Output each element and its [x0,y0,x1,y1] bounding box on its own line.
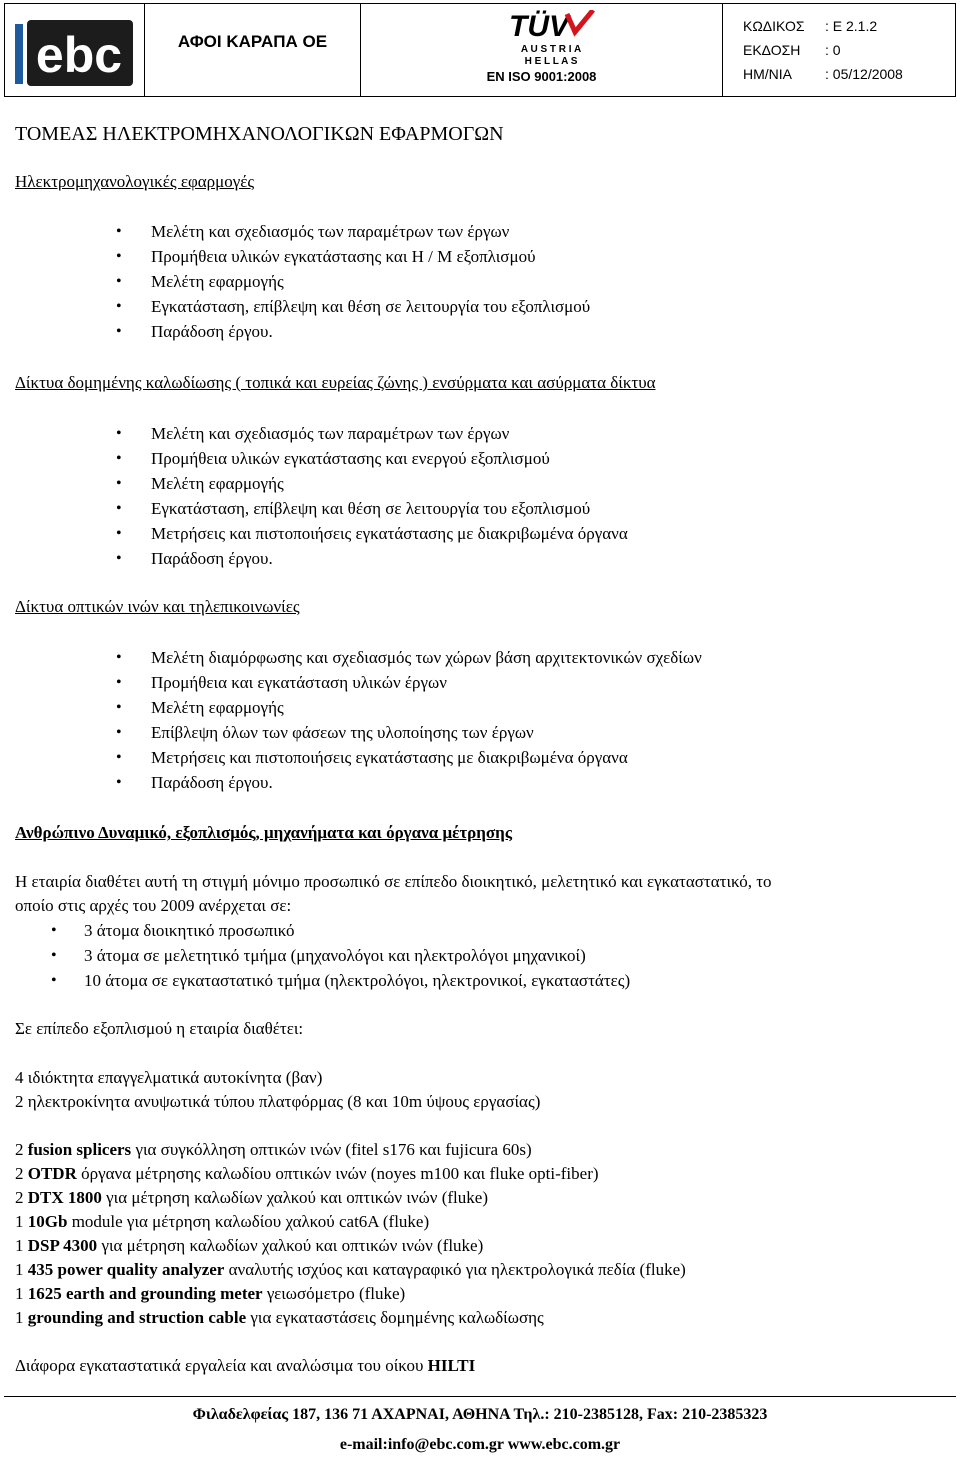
instrument-desc: module για μέτρηση καλωδίου χαλκού cat6A (fluke) [67,1212,430,1231]
list-item: • Παράδοση έργου. [151,546,628,571]
footer-address: Φιλαδελφείας 187, 136 71 ΑΧΑΡΝΑΙ, ΑΘΗΝΑ Τηλ.: 210-2385128, Fax: 210-2385323 [192,1406,768,1423]
page-title: ΤΟΜΕΑΣ ΗΛΕΚΤΡΟΜΗΧΑΝΟΛΟΓΙΚΩΝ ΕΦΑΡΜΟΓΩΝ [15,123,504,145]
list-item: • Εγκατάσταση, επίβλεψη και θέση σε λειτουργία του εξοπλισμού [151,496,628,521]
instrument-desc: όργανα μέτρησης καλωδίου οπτικών ινών (noyes m100 και fluke opti-fiber) [76,1164,599,1183]
list-item: • Μετρήσεις και πιστοποιήσεις εγκατάστασης με διακριβωμένα όργανα [151,521,628,546]
instrument-qty: 2 [15,1188,28,1207]
instrument-name: 1625 earth and grounding meter [27,1284,263,1303]
instrument-qty: 1 [15,1236,28,1255]
instrument-qty: 1 [15,1284,28,1303]
certification-cell [361,4,723,96]
tuv-logo [509,10,599,66]
instrument-qty: 1 [15,1212,28,1231]
staff-list [84,918,630,993]
instrument-line [15,1186,488,1210]
date-label: ΗΜ/ΝΙΑ [743,66,792,82]
tuv-hellas: H E L L A S [524,56,578,66]
list-item: • Παράδοση έργου. [151,319,590,344]
staff-item: • 3 άτομα σε μελετητικό τμήμα (μηχανολόγοι και ηλεκτρολόγοι μηχανικοί) [84,943,630,968]
instrument-qty: 1 [15,1308,28,1327]
instrument-line [15,1210,429,1234]
list-item: • Μελέτη διαμόρφωσης και σχεδιασμός των χώρων βάση αρχιτεκτονικών σχεδίων [151,645,702,670]
instrument-qty: 1 [15,1260,28,1279]
logo-cell [5,4,145,96]
instrument-name: 435 power quality analyzer [27,1260,225,1279]
vehicle-line: 4 ιδιόκτητα επαγγελματικά αυτοκίνητα (βαν) [15,1068,323,1087]
list-item: • Μελέτη εφαρμογής [151,471,628,496]
instrument-name: OTDR [27,1164,77,1183]
section-title-electromechanical: Ηλεκτρομηχανολογικές εφαρμογές [15,172,255,191]
tools-brand: HILTI [427,1356,476,1375]
iso-standard: EN ISO 9001:2008 [486,69,597,84]
resources-intro-line-2: οποίο στις αρχές του 2009 ανέρχεται σε: [15,896,292,915]
instrument-desc: για εγκαταστάσεις δομημένης καλωδίωσης [246,1308,544,1327]
instrument-line [15,1138,532,1162]
tools-line [15,1354,475,1378]
list-item: • Μελέτη εφαρμογής [151,695,702,720]
vehicle-line: 2 ηλεκτροκίνητα ανυψωτικά τύπου πλατφόρμας (8 και 10m ύψους εργασίας) [15,1092,541,1111]
list-item: • Προμήθεια και εγκατάσταση υλικών έργων [151,670,702,695]
list-item: • Προμήθεια υλικών εγκατάστασης και ενεργού εξοπλισμού [151,446,628,471]
instrument-line [15,1306,544,1330]
tuv-check-icon [567,10,593,32]
edition-label: ΕΚΔΟΣΗ [743,42,801,58]
resources-intro-line-1: Η εταιρία διαθέτει αυτή τη στιγμή μόνιμο προσωπικό σε επίπεδο διοικητικό, μελετητικό και εγκαταστατικό, το [15,872,772,891]
instrument-name: DSP 4300 [27,1236,98,1255]
instrument-name: grounding and struction cable [27,1308,247,1327]
company-cell [145,4,361,96]
instrument-name: fusion splicers [27,1140,132,1159]
list-item: • Παράδοση έργου. [151,770,702,795]
logo-text: ebc [35,27,123,83]
list-item: • Εγκατάσταση, επίβλεψη και θέση σε λειτουργία του εξοπλισμού [151,294,590,319]
section-list-electromechanical [151,219,590,344]
company-name: ΑΦΟΙ ΚΑΡΑΠΑ ΟΕ [177,32,328,51]
ebc-logo [13,10,137,90]
instrument-line [15,1258,686,1282]
instrument-qty: 2 [15,1140,28,1159]
staff-item: • 10 άτομα σε εγκαταστατικό τμήμα (ηλεκτρολόγοι, ηλεκτρονικοί, εγκαταστάτες) [84,968,630,993]
tools-text: Διάφορα εγκαταστατικά εργαλεία και αναλώσιμα του οίκου [15,1356,428,1375]
footer-contact: e-mail:info@ebc.com.gr www.ebc.com.gr [339,1436,621,1453]
instrument-desc: αναλυτής ισχύος και καταγραφικό για ηλεκτρολογικά πεδία (fluke) [224,1260,686,1279]
list-item: • Μελέτη και σχεδιασμός των παραμέτρων των έργων [151,219,590,244]
code-value: : Ε 2.1.2 [825,18,878,34]
instrument-line [15,1234,483,1258]
instrument-name: DTX 1800 [27,1188,102,1207]
footer-divider [4,1396,956,1397]
tuv-austria: A U S T R I A [520,44,582,55]
edition-value: : 0 [825,42,841,58]
resources-title: Ανθρώπινο Δυναμικό, εξοπλισμός, μηχανήματα και όργανα μέτρησης [15,823,513,842]
list-item: • Μελέτη εφαρμογής [151,269,590,294]
edition-row [743,42,841,58]
list-item: • Προμήθεια υλικών εγκατάστασης και Η / Μ εξοπλισμού [151,244,590,269]
section-list-structured-cabling [151,421,628,571]
section-list-fiber-optics [151,645,702,795]
instrument-desc: για μέτρηση καλωδίων χαλκού και οπτικών ινών (fluke) [97,1236,484,1255]
instrument-desc: γειωσόμετρο (fluke) [262,1284,406,1303]
code-row [743,18,877,34]
equipment-intro: Σε επίπεδο εξοπλισμού η εταιρία διαθέτει: [15,1019,304,1038]
instrument-name: 10Gb [27,1212,68,1231]
section-title-structured-cabling: Δίκτυα δομημένης καλωδίωσης ( τοπικά και ευρείας ζώνης ) ενσύρματα και ασύρματα δίκτυα [15,373,656,392]
instrument-desc: για μέτρηση καλωδίων χαλκού και οπτικών ινών (fluke) [101,1188,488,1207]
list-item: • Επίβλεψη όλων των φάσεων της υλοποίησης των έργων [151,720,702,745]
document-header [4,3,956,97]
instrument-line [15,1282,405,1306]
tuv-text: TÜV [509,10,569,43]
staff-item: • 3 άτομα διοικητικό προσωπικό [84,918,630,943]
document-code-cell [723,4,957,96]
section-title-fiber-optics: Δίκτυα οπτικών ινών και τηλεπικοινωνίες [15,597,300,616]
list-item: • Μελέτη και σχεδιασμός των παραμέτρων των έργων [151,421,628,446]
date-row [743,66,903,82]
date-value: : 05/12/2008 [825,66,903,82]
instrument-desc: για συγκόλληση οπτικών ινών (fitel s176 και fujicura 60s) [131,1140,532,1159]
code-label: ΚΩΔΙΚΟΣ [743,18,805,34]
instrument-line [15,1162,599,1186]
list-item: • Μετρήσεις και πιστοποιήσεις εγκατάστασης με διακριβωμένα όργανα [151,745,702,770]
instrument-qty: 2 [15,1164,28,1183]
